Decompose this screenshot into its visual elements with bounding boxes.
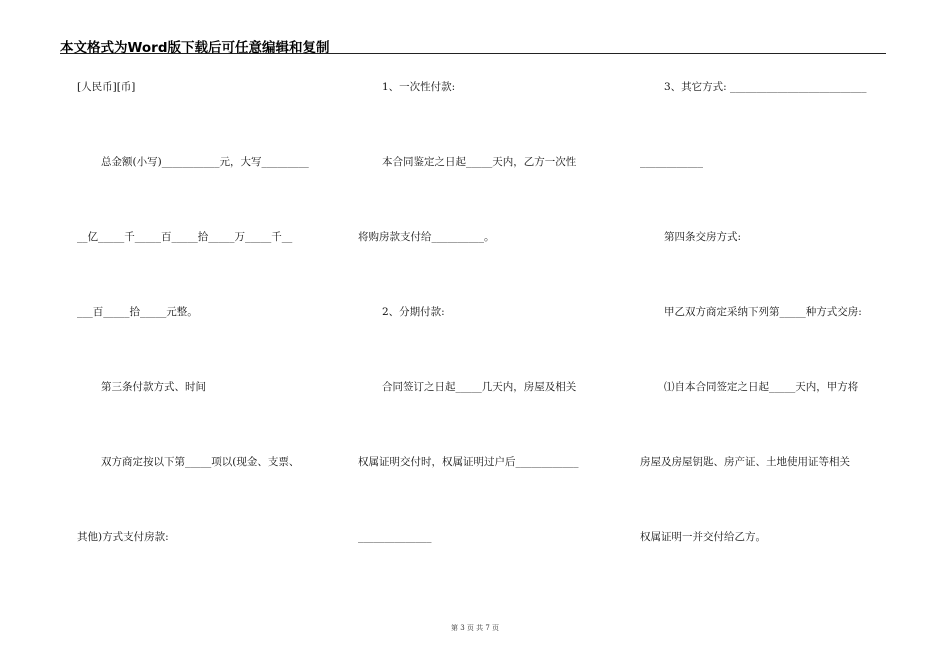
text-line: 房屋及房屋钥匙、房产证、土地使用证等相关 [640,456,850,468]
text-line: 3、其它方式: __________________________ [664,81,867,93]
text-line: ⑴自本合同签定之日起_____天内，甲方将 [664,381,859,393]
text-line: 其他)方式支付房款: [77,531,169,543]
text-line: 合同签订之日起_____几天内，房屋及相关 [382,381,577,393]
text-line: 2、分期付款: [382,306,445,318]
section-heading: 第四条交房方式: [664,231,742,243]
text-line: 总金额(小写)___________元，大写_________ [101,156,309,168]
text-line: ______________ [358,531,432,543]
text-line: 权属证明交付时，权属证明过户后____________ [358,456,579,468]
page-number: 第 3 页 共 7 页 [450,624,500,632]
text-line: 甲乙双方商定采纳下列第_____种方式交房: [664,306,862,318]
text-line: 1、一次性付款: [382,81,456,93]
header-divider [60,53,886,54]
document-header-title: 本文格式为Word版下载后可任意编辑和复制 [60,40,330,56]
section-heading: 第三条付款方式、时间 [101,381,206,393]
text-line: ___百_____拾_____元整。 [77,306,198,318]
text-line: 权属证明一并交付给乙方。 [640,531,766,543]
text-line: [人民币][币] [77,81,136,93]
text-line: 将购房款支付给__________。 [358,231,495,243]
text-line: __亿_____千_____百_____拾_____万_____千__ [77,231,293,243]
text-line: 双方商定按以下第_____项以(现金、支票、 [101,456,300,468]
text-line: 本合同鉴定之日起_____天内，乙方一次性 [382,156,577,168]
text-line: ____________ [640,156,703,168]
